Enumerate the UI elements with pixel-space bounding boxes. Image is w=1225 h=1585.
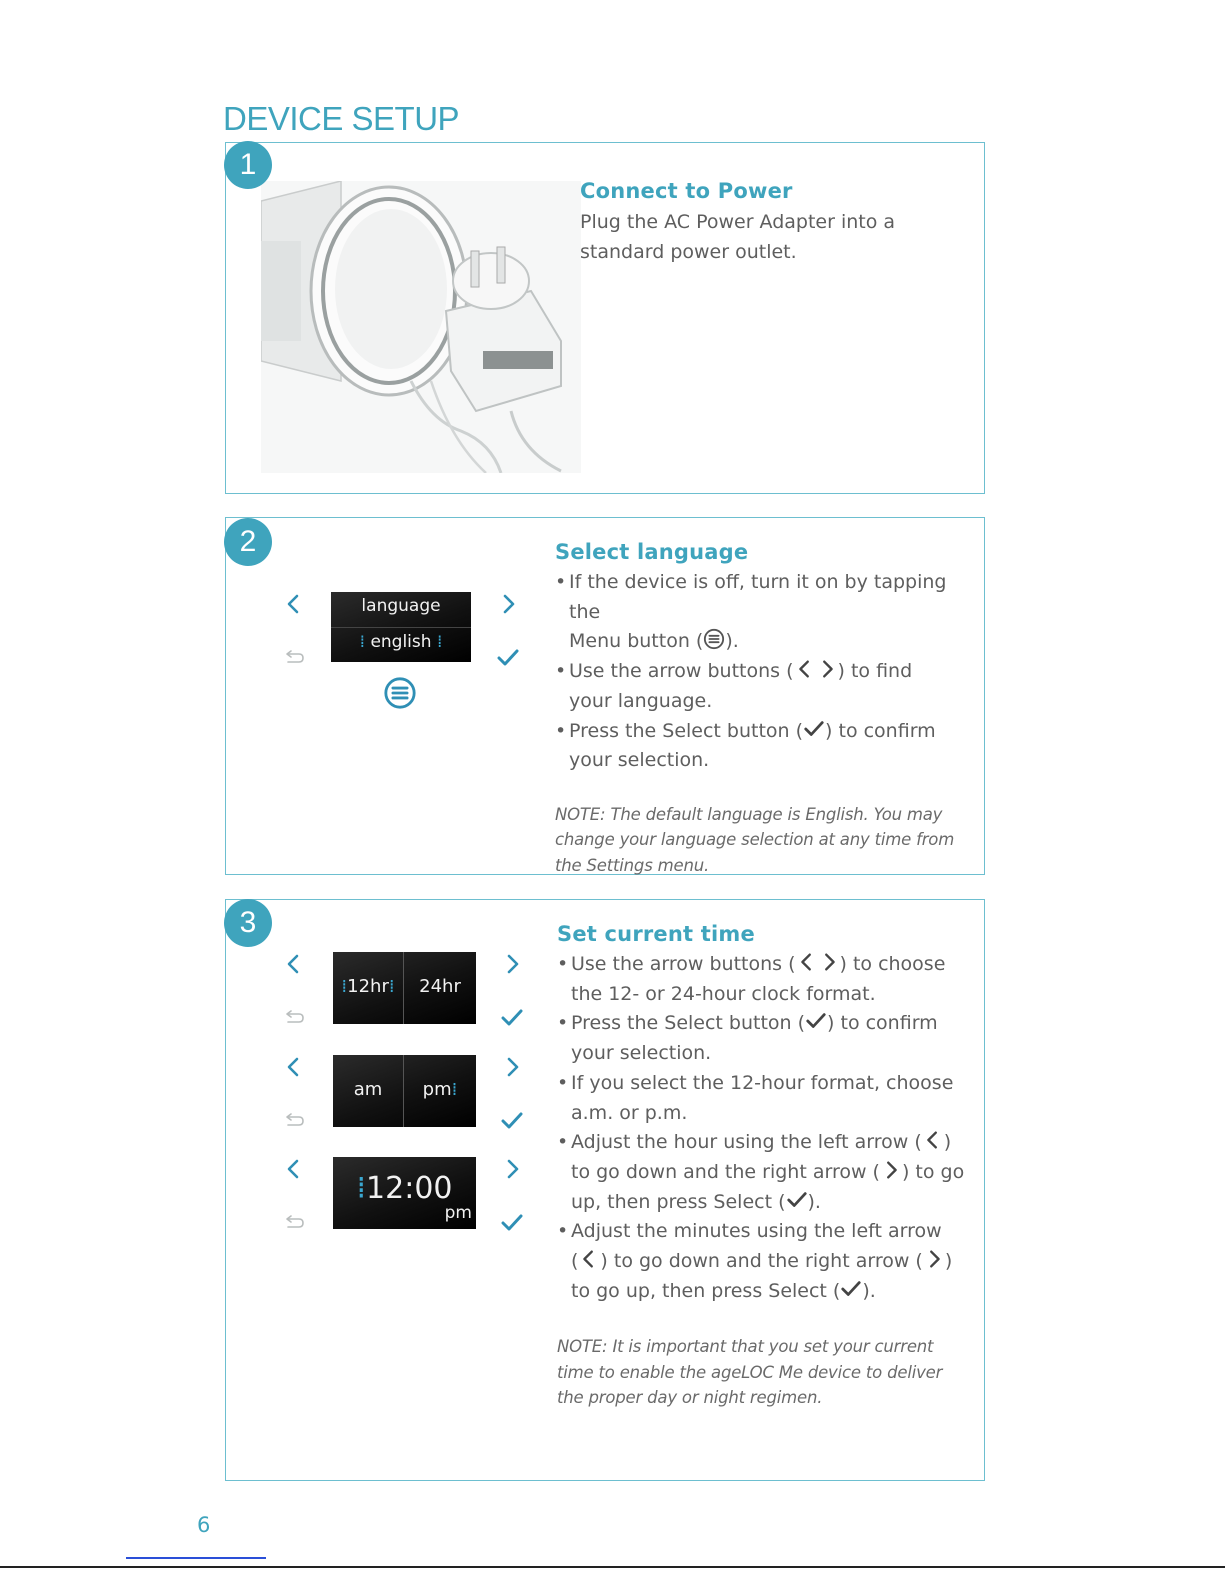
list-item: • Press the Select button ( ) to confirm your selection. (557, 1009, 982, 1068)
note-line: NOTE: It is important that you set your current (557, 1337, 934, 1357)
back-icon (282, 1211, 306, 1235)
step-heading: Connect to Power (580, 179, 793, 203)
check-icon (786, 1189, 808, 1211)
left-arrow-icon (578, 1248, 600, 1270)
time-screen (333, 1157, 476, 1229)
list-item: • Adjust the minutes using the left arrow ( ) to go down and the right arrow ( ) to go up, then press Select ( ). (557, 1217, 982, 1306)
step-2-text (555, 540, 980, 878)
page-number: 6 (197, 1513, 211, 1537)
step-3-box (225, 899, 985, 1481)
footer-divider (0, 1566, 1225, 1568)
back-icon (282, 1109, 306, 1133)
check-icon (500, 1109, 524, 1133)
step-number-badge: 1 (224, 141, 272, 189)
screen-label-language: language (361, 596, 441, 616)
check-icon (500, 1006, 524, 1030)
step-1-text (580, 179, 970, 267)
step-3-text (557, 922, 982, 1411)
right-arrow-icon (496, 592, 520, 616)
blink-marker-icon: ⁞ (359, 632, 366, 652)
right-arrow-icon (880, 1159, 902, 1181)
step-number-badge: 2 (224, 518, 272, 566)
device-with-adapter-image (261, 181, 581, 473)
note-line: NOTE: The default language is English. You may (555, 804, 943, 824)
note-line: time to enable the ageLOC Me device to deliver (557, 1362, 943, 1382)
list-item: • Press the Select button ( ) to confirm your selection. (555, 717, 980, 776)
ampm-screen (333, 1055, 476, 1127)
list-item: • Use the arrow buttons ( ) to find your language. (555, 657, 980, 716)
menu-icon (383, 676, 417, 710)
back-icon (282, 646, 306, 670)
page-title: DEVICE SETUP (223, 100, 460, 138)
right-arrow-icon (818, 951, 840, 973)
instruction-list (557, 950, 982, 1306)
left-arrow-icon (282, 1157, 306, 1181)
language-value: english (370, 632, 432, 652)
list-item: • Adjust the hour using the left arrow ( ) to go down and the right arrow ( ) to go up, then press Select ( ). (557, 1128, 982, 1217)
step-number-badge: 3 (224, 899, 272, 947)
screen-divider (331, 627, 471, 628)
step-1-box (225, 142, 985, 494)
step-body-line: Plug the AC Power Adapter into a (580, 211, 896, 233)
left-arrow-icon (282, 1055, 306, 1079)
instruction-list (555, 568, 980, 776)
format-option-24hr: 24hr (419, 976, 461, 997)
format-option-12hr: ⁞12hr⁞ (341, 976, 395, 997)
step-body-line: standard power outlet. (580, 241, 797, 263)
check-icon (496, 646, 520, 670)
step-heading: Set current time (557, 922, 755, 946)
note-line: the proper day or night regimen. (557, 1388, 823, 1408)
right-arrow-icon (923, 1248, 945, 1270)
left-arrow-icon (282, 952, 306, 976)
right-arrow-icon (500, 1157, 524, 1181)
ampm-option-pm: pm⁞ (422, 1079, 458, 1100)
note-line: change your language selection at any time from (555, 830, 955, 850)
list-item: • If you select the 12-hour format, choose a.m. or p.m. (557, 1069, 982, 1128)
note-line: the Settings menu. (555, 855, 710, 875)
left-arrow-icon (922, 1129, 944, 1151)
check-icon (840, 1278, 862, 1300)
right-arrow-icon (500, 1055, 524, 1079)
clock-suffix: pm (444, 1203, 472, 1223)
back-icon (282, 1006, 306, 1030)
menu-icon (703, 628, 725, 650)
right-arrow-icon (816, 658, 838, 680)
left-arrow-icon (794, 658, 816, 680)
left-arrow-icon (796, 951, 818, 973)
step-2-box (225, 517, 985, 875)
screen-value-english (331, 632, 471, 652)
footer-link-underline[interactable] (126, 1557, 266, 1559)
step-heading: Select language (555, 540, 749, 564)
left-arrow-icon (282, 592, 306, 616)
language-screen (331, 592, 471, 662)
clock-format-screen (333, 952, 476, 1024)
check-icon (805, 1010, 827, 1032)
clock-time: ⁞12:00 (356, 1171, 453, 1206)
blink-marker-icon: ⁞ (436, 632, 443, 652)
list-item: • If the device is off, turn it on by tapping the Menu button ( ). (555, 568, 980, 657)
check-icon (500, 1211, 524, 1235)
check-icon (803, 718, 825, 740)
list-item: • Use the arrow buttons ( ) to choose the 12- or 24-hour clock format. (557, 950, 982, 1009)
right-arrow-icon (500, 952, 524, 976)
ampm-option-am: am (353, 1079, 383, 1100)
